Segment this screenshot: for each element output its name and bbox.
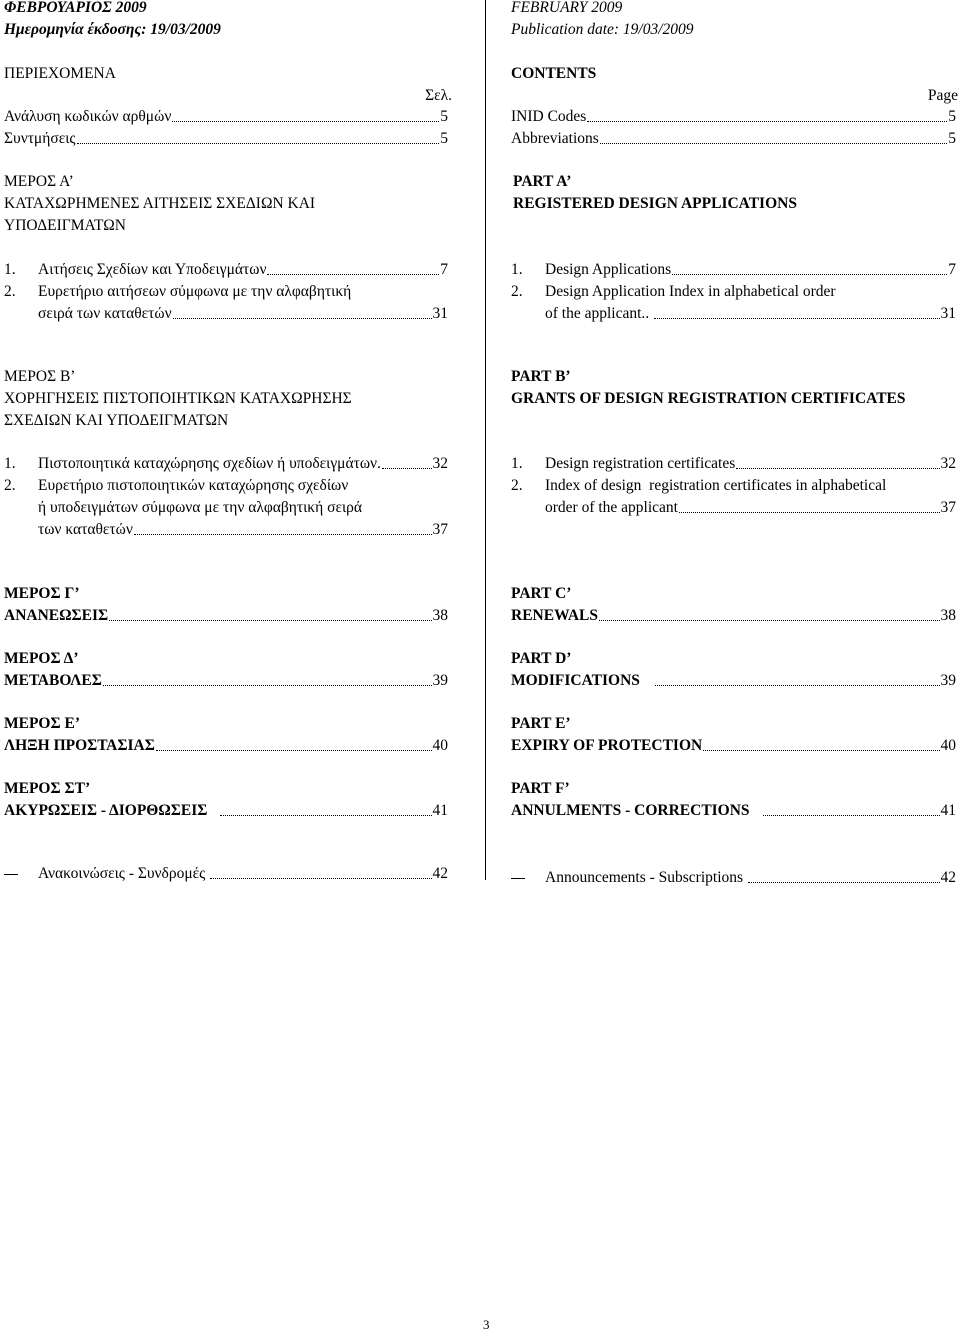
- toc-entry-text: Abbreviations: [511, 130, 599, 147]
- toc-page-number: 32: [940, 455, 956, 472]
- toc-entry-text: σειρά των καταθετών: [38, 305, 172, 322]
- toc-page-number: 31: [940, 305, 956, 322]
- english-page-label: Page: [927, 87, 958, 104]
- toc-item-number: 2.: [511, 283, 523, 300]
- english-toc-entry-abbreviations[interactable]: [511, 129, 956, 149]
- toc-page-number: 37: [432, 521, 448, 538]
- toc-page-number: 5: [440, 108, 448, 125]
- greek-toc-entry-expiry[interactable]: [4, 736, 448, 756]
- greek-toc-entry-annulments[interactable]: [4, 801, 448, 821]
- greek-part-d-heading: ΜΕΡΟΣ Δ’: [4, 650, 79, 667]
- toc-entry-text: EXPIRY OF PROTECTION: [511, 737, 703, 754]
- toc-page-number: 40: [940, 737, 956, 754]
- toc-entry-text-line: Ευρετήριο πιστοποιητικών καταχώρησης σχεδίων: [38, 477, 349, 494]
- toc-entry-text: MODIFICATIONS: [511, 672, 640, 689]
- greek-part-a-title-line2: ΥΠΟΔΕΙΓΜΑΤΩΝ: [4, 217, 126, 234]
- dot-leader: [382, 468, 432, 469]
- toc-entry-text: ΛΗΞΗ ΠΡΟΣΤΑΣΙΑΣ: [4, 737, 155, 754]
- dot-leader: [600, 143, 947, 144]
- dot-leader: [672, 274, 947, 275]
- greek-toc-entry-abbreviations[interactable]: [4, 129, 448, 149]
- greek-toc-entry-registration-certificates[interactable]: [38, 454, 448, 474]
- toc-entry-text-line: Design Application Index in alphabetical order: [545, 283, 836, 300]
- toc-page-number: 39: [432, 672, 448, 689]
- english-toc-entry-annulments[interactable]: [511, 801, 956, 821]
- toc-page-number: 37: [940, 499, 956, 516]
- toc-entry-text-line: ή υποδειγμάτων σύμφωνα με την αλφαβητική σειρά: [38, 499, 362, 516]
- toc-page-number: 38: [432, 607, 448, 624]
- english-toc-entry-certificates-index[interactable]: [545, 498, 956, 518]
- greek-part-a-title-line1: ΚΑΤΑΧΩΡΗΜΕΝΕΣ ΑΙΤΗΣΕΙΣ ΣΧΕΔΙΩΝ ΚΑΙ: [4, 195, 316, 212]
- dot-leader: [156, 750, 432, 751]
- dot-leader: [599, 620, 940, 621]
- english-part-d-heading: PART D’: [511, 650, 572, 667]
- toc-entry-text: Αιτήσεις Σχεδίων και Υποδειγμάτων: [38, 261, 267, 278]
- toc-page-number: 42: [432, 865, 448, 882]
- greek-part-b-title-line2: ΣΧΕΔΙΩΝ ΚΑΙ ΥΠΟΔΕΙΓΜΑΤΩΝ: [4, 412, 229, 429]
- english-contents-heading: CONTENTS: [511, 65, 597, 82]
- greek-part-e-heading: ΜΕΡΟΣ Ε’: [4, 715, 81, 732]
- english-toc-entry-inid[interactable]: [511, 107, 956, 127]
- english-publication-date: Publication date: 19/03/2009: [511, 21, 694, 38]
- english-part-b-heading: PART B’: [511, 368, 571, 385]
- english-part-a-title: REGISTERED DESIGN APPLICATIONS: [513, 195, 797, 212]
- toc-page-number: 40: [432, 737, 448, 754]
- greek-toc-entry-certificates-index[interactable]: [38, 520, 448, 540]
- dot-leader: [654, 318, 939, 319]
- english-toc-entry-expiry[interactable]: [511, 736, 956, 756]
- dot-leader: [267, 274, 439, 275]
- toc-entry-text-line: Index of design registration certificates in alphabetical: [545, 477, 887, 494]
- dot-leader: [134, 534, 432, 535]
- toc-page-number: 31: [432, 305, 448, 322]
- toc-item-number: 1.: [511, 455, 523, 472]
- toc-item-number: 2.: [4, 477, 16, 494]
- toc-page-number: 41: [940, 802, 956, 819]
- toc-entry-text: Ανάλυση κωδικών αρθμών: [4, 108, 172, 125]
- toc-entry-text-line: Ευρετήριο αιτήσεων σύμφωνα με την αλφαβητική: [38, 283, 352, 300]
- toc-entry-text: ΑΚΥΡΩΣΕΙΣ - ΔΙΟΡΘΩΣΕΙΣ: [4, 802, 208, 819]
- dot-leader: [655, 685, 940, 686]
- toc-entry-text: Announcements - Subscriptions: [545, 869, 744, 886]
- column-divider: [485, 0, 486, 880]
- toc-page-number: 5: [948, 108, 956, 125]
- greek-toc-entry-design-applications[interactable]: [38, 260, 448, 280]
- greek-page-label: Σελ.: [425, 87, 452, 104]
- toc-entry-text: INID Codes: [511, 108, 587, 125]
- toc-entry-text: Design Applications: [545, 261, 672, 278]
- toc-entry-text: Ανακοινώσεις - Συνδρομές: [38, 865, 206, 882]
- dot-leader: [763, 815, 940, 816]
- dot-leader: [587, 121, 947, 122]
- toc-entry-text: RENEWALS: [511, 607, 598, 624]
- toc-page-number: 41: [432, 802, 448, 819]
- english-part-f-heading: PART F’: [511, 780, 570, 797]
- greek-toc-entry-announcements[interactable]: [38, 864, 448, 884]
- toc-entry-text: ΜΕΤΑΒΟΛΕΣ: [4, 672, 102, 689]
- bullet-dash: [511, 878, 525, 879]
- toc-entry-text: Design registration certificates: [545, 455, 736, 472]
- toc-entry-text: Πιστοποιητικά καταχώρησης σχεδίων ή υποδειγμάτων.: [38, 455, 381, 472]
- dot-leader: [736, 468, 939, 469]
- toc-entry-text: of the applicant..: [545, 305, 650, 322]
- toc-page-number: 5: [440, 130, 448, 147]
- english-toc-entry-application-index[interactable]: [545, 304, 956, 324]
- english-toc-entry-renewals[interactable]: [511, 606, 956, 626]
- toc-page-number: 7: [440, 261, 448, 278]
- greek-contents-heading: ΠΕΡΙΕΧΟΜΕΝΑ: [4, 65, 116, 82]
- dot-leader: [109, 620, 431, 621]
- toc-entry-text: order of the applicant: [545, 499, 678, 516]
- dot-leader: [103, 685, 432, 686]
- english-issue-month: FEBRUARY 2009: [511, 0, 623, 16]
- english-toc-entry-registration-certificates[interactable]: [545, 454, 956, 474]
- toc-entry-text: ANNULMENTS - CORRECTIONS: [511, 802, 750, 819]
- dot-leader: [703, 750, 939, 751]
- toc-page-number: 42: [940, 869, 956, 886]
- toc-entry-text: των καταθετών: [38, 521, 133, 538]
- greek-part-b-heading: ΜΕΡΟΣ Β’: [4, 368, 76, 385]
- toc-page-number: 7: [948, 261, 956, 278]
- toc-item-number: 1.: [511, 261, 523, 278]
- toc-entry-text: ΑΝΑΝΕΩΣΕΙΣ: [4, 607, 109, 624]
- dot-leader: [220, 815, 431, 816]
- dot-leader: [679, 512, 940, 513]
- toc-item-number: 2.: [511, 477, 523, 494]
- english-toc-entry-modifications[interactable]: [511, 671, 956, 691]
- dot-leader: [172, 121, 439, 122]
- english-toc-entry-design-applications[interactable]: [545, 260, 956, 280]
- dot-leader: [77, 143, 440, 144]
- greek-part-b-title-line1: ΧΟΡΗΓΗΣΕΙΣ ΠΙΣΤΟΠΟΙΗΤΙΚΩΝ ΚΑΤΑΧΩΡΗΣΗΣ: [4, 390, 352, 407]
- greek-publication-date: Ημερομηνία έκδοσης: 19/03/2009: [4, 21, 221, 38]
- greek-issue-month: ΦΕΒΡΟΥΑΡΙΟΣ 2009: [4, 0, 147, 16]
- english-toc-entry-announcements[interactable]: [545, 868, 956, 888]
- dot-leader: [210, 878, 431, 879]
- greek-toc-entry-inid[interactable]: [4, 107, 448, 127]
- toc-page-number: 5: [948, 130, 956, 147]
- toc-page-number: 39: [940, 672, 956, 689]
- toc-entry-text: Συντμήσεις: [4, 130, 76, 147]
- toc-page-number: 32: [432, 455, 448, 472]
- english-part-e-heading: PART E’: [511, 715, 571, 732]
- english-part-b-title: GRANTS OF DESIGN REGISTRATION CERTIFICATES: [511, 390, 906, 407]
- greek-toc-entry-renewals[interactable]: [4, 606, 448, 626]
- english-part-c-heading: PART C’: [511, 585, 572, 602]
- greek-part-a-heading: ΜΕΡΟΣ Α’: [4, 173, 74, 190]
- english-part-a-heading: PART A’: [513, 173, 572, 190]
- page-number: 3: [483, 1317, 490, 1332]
- toc-item-number: 2.: [4, 283, 16, 300]
- dot-leader: [173, 318, 432, 319]
- greek-part-f-heading: ΜΕΡΟΣ ΣΤ’: [4, 780, 91, 797]
- greek-part-c-heading: ΜΕΡΟΣ Γ’: [4, 585, 80, 602]
- toc-page-number: 38: [940, 607, 956, 624]
- dot-leader: [748, 882, 939, 883]
- toc-item-number: 1.: [4, 261, 16, 278]
- bullet-dash: [4, 874, 18, 875]
- greek-toc-entry-application-index[interactable]: [38, 304, 448, 324]
- greek-toc-entry-modifications[interactable]: [4, 671, 448, 691]
- toc-item-number: 1.: [4, 455, 16, 472]
